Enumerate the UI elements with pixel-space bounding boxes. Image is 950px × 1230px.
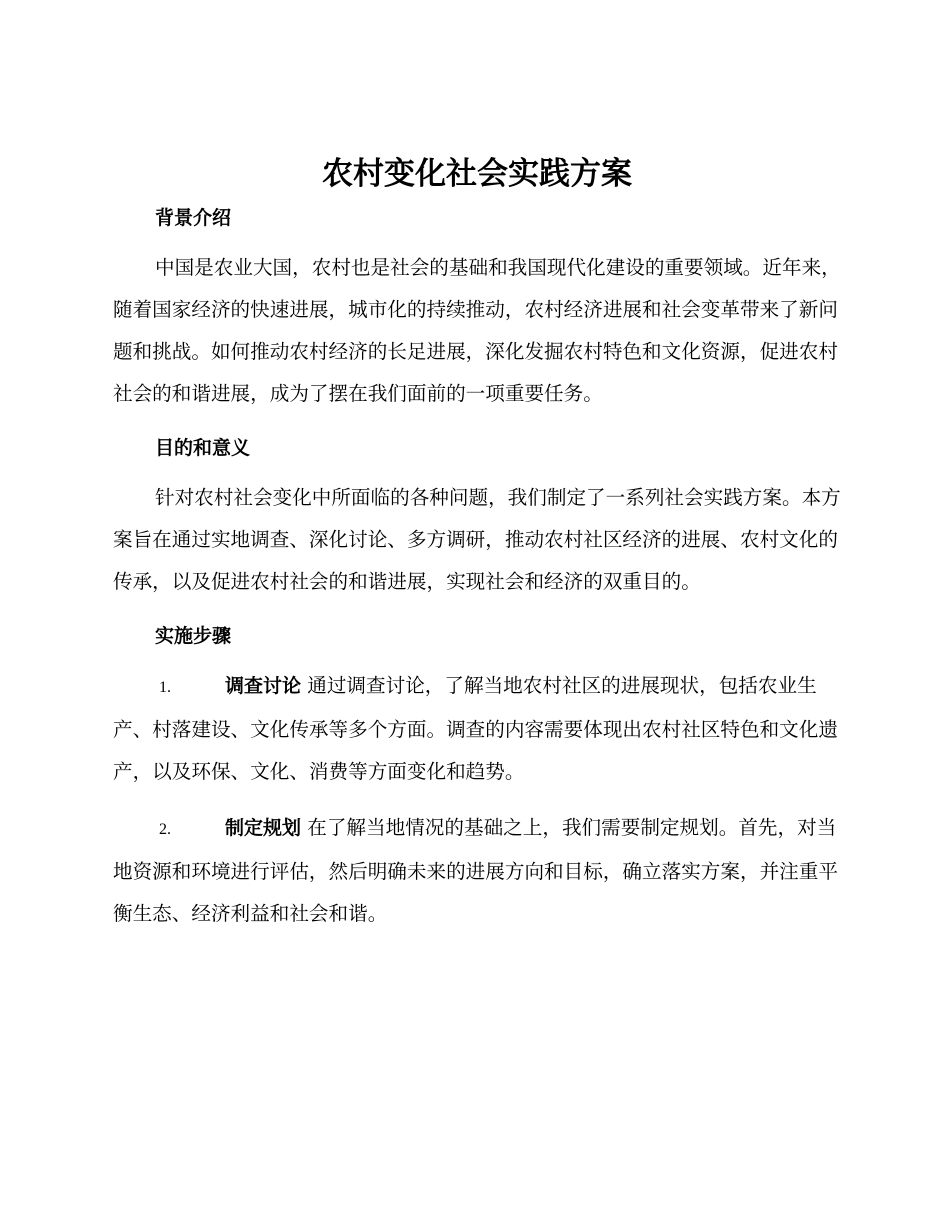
step-label: 制定规划 [225,817,302,839]
section-heading-purpose: 目的和意义 [155,437,251,459]
section-heading-steps: 实施步骤 [155,625,232,647]
section-paragraph-purpose: 针对农村社会变化中所面临的各种问题，我们制定了一系列社会实践方案。本方案旨在通过实地调查、深化讨论、多方调研，推动农村社区经济的进展、农村文化的传承，以及促进农村社会的和谐进展，实现社会和经济的双重目的。 [113,486,841,593]
step-label: 调查讨论 [225,675,302,697]
step-number: 1. [159,679,171,696]
section-paragraph-background: 中国是农业大国，农村也是社会的基础和我国现代化建设的重要领域。近年来，随着国家经济的快速进展，城市化的持续推动，农村经济进展和社会变革带来了新问题和挑战。如何推动农村经济的长足进展，深化发掘农村特色和文化资源，促进农村社会的和谐进展，成为了摆在我们面前的一项重要任务。 [113,256,841,405]
step-number: 2. [159,821,171,838]
step-item-1 [113,665,841,793]
step-text: 在了解当地情况的基础之上，我们需要制定规划。首先，对当地资源和环境进行评估，然后明确未来的进展方向和目标，确立落实方案，并注重平衡生态、经济利益和社会和谐。 [113,816,838,925]
step-text: 通过调查讨论，了解当地农村社区的进展现状，包括农业生产、村落建设、文化传承等多个方面。调查的内容需要体现出农村社区特色和文化遗产，以及环保、文化、消费等方面变化和趋势。 [113,674,838,783]
document-page [113,148,841,941]
step-item-2 [113,807,841,935]
section-heading-background: 背景介绍 [155,207,232,229]
document-title: 农村变化社会实践方案 [322,156,632,192]
